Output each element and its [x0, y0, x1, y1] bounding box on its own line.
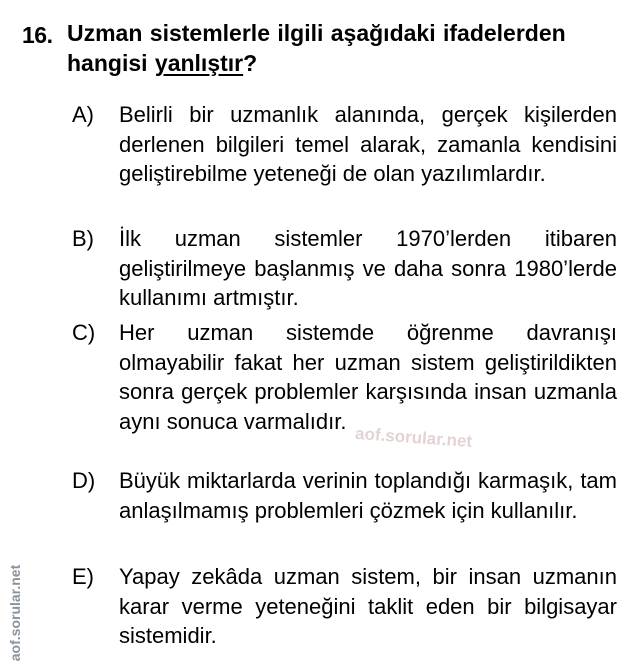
question-keyword-underlined: yanlıştır [154, 50, 244, 76]
question-mark: ? [243, 50, 258, 76]
question-text [67, 18, 622, 78]
option-text: Belirli bir uzmanlık alanında, gerçek kişilerden derlenen bilgileri temel alarak, zamanla kendisini geliştirebilme yeteneği de olan yazılımlardır. [119, 102, 617, 186]
option-letter: B) [72, 226, 94, 251]
option-letter: D) [72, 468, 96, 493]
option-letter: E) [72, 564, 94, 589]
question-text-main: Uzman sistemlerle ilgili aşağıdaki ifadelerden hangisi [67, 20, 566, 76]
option-text: İlk uzman sistemler 1970’lerden itibaren geliştirilmeye başlanmış ve daha sonra 1980’lerde kullanımı artmıştır. [119, 226, 617, 310]
option-letter: A) [72, 102, 94, 127]
watermark-side: aof.sorular.net [7, 564, 23, 662]
option-letter: C) [72, 320, 96, 345]
option-text: Yapay zekâda uzman sistem, bir insan uzmanın karar verme yeteneğini taklit eden bir bilgisayar sistemidir. [119, 564, 617, 648]
option-text: Her uzman sistemde öğrenme davranışı olmayabilir fakat her uzman sistem geliştirildikten sonra gerçek problemler karşısında insan uzmanla aynı sonuca varmalıdır. [119, 320, 617, 434]
option-text: Büyük miktarlarda verinin toplandığı karmaşık, tam anlaşılmamış problemleri çözmek için kullanılır. [119, 468, 617, 523]
watermark-center: aof.sorular.net [354, 423, 473, 452]
question-number: 16. [22, 22, 53, 48]
